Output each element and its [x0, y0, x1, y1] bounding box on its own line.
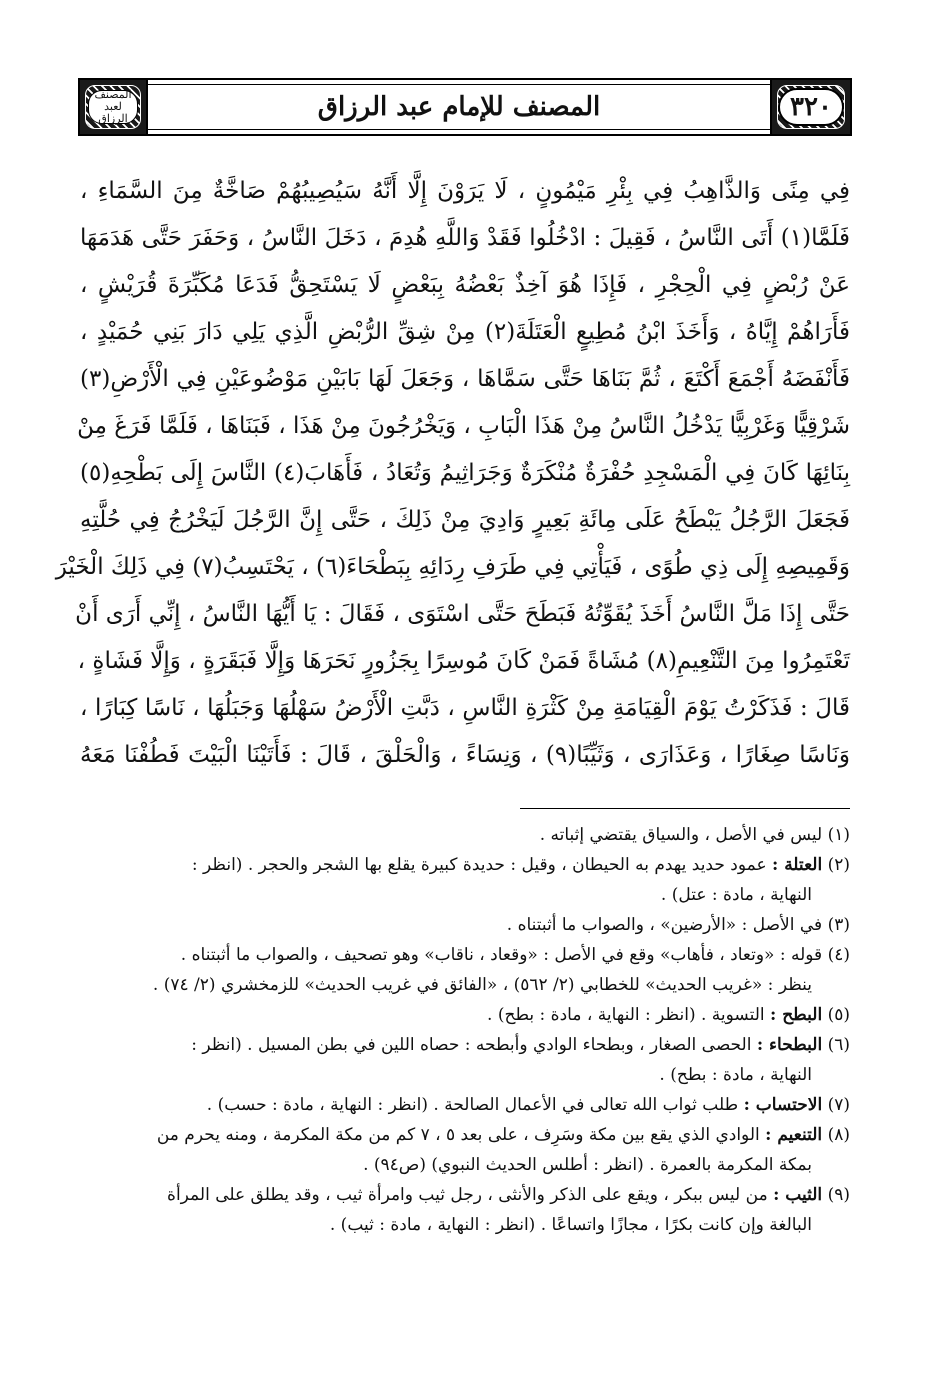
footnote-text: طلب ثواب الله تعالى في الأعمال الصالحة . (انظر : النهاية ، مادة : حسب) .: [206, 1095, 739, 1115]
footnote-8: [80, 1120, 850, 1180]
footnote-number: (٦): [827, 1035, 850, 1055]
footnote-term: الثيب :: [773, 1185, 823, 1205]
footnote-text: التسوية . (انظر : النهاية ، مادة : بطح) .: [487, 1005, 765, 1025]
footnote-4: [80, 940, 850, 1000]
footnote-continuation: النهاية ، مادة : بطح) .: [659, 1065, 812, 1085]
footnote-text: في الأصل : «الأرضين» ، والصواب ما أثبتناه .: [506, 915, 823, 935]
footnote-3: [80, 910, 850, 940]
footnote-number: (٢): [827, 855, 850, 875]
footnote-number: (٩): [827, 1185, 850, 1205]
footnote-term: البطح :: [770, 1005, 823, 1025]
footnote-number: (١): [827, 825, 850, 845]
text-line: شَرْقِيًّا وَغَرْبِيًّا يَدْخُلُ النَّاسُ مِنْ هَذَا الْبَابِ ، وَيَخْرُجُونَ مِنْ هَذَا ، فَبَنَاهَا ، فَلَمَّا فَرَغَ مِنْ: [77, 413, 850, 439]
footnote-number: (٣): [827, 915, 850, 935]
footnote-term: التنعيم :: [765, 1125, 823, 1145]
text-line: عَنْ رُبْضٍ فِي الْحِجْرِ ، فَإِذَا هُوَ آخِذٌ بَعْضُهُ بِبَعْضٍ لَا يَسْتَحِقُّ فَدَعَا مُكَبِّرَةَ قُرَيْشٍ ،: [80, 272, 850, 298]
footnote-number: (٤): [827, 945, 850, 965]
header-page-number-ornament: [770, 78, 852, 136]
text-line: وَقَمِيصِهِ إِلَى ذِي طُوًى ، فَيَأْتِي فِي طَرَفِ رِدَائِهِ بِبَطْحَاءَ(٦) ، يَحْتَسِبُ(٧) فِي ذَلِكَ الْخَيْرَ: [55, 554, 850, 580]
footnote-5: [80, 1000, 850, 1030]
footnote-term: العتلة :: [772, 855, 823, 875]
text-line: بِنَائِهَا كَانَ فِي الْمَسْجِدِ حُفْرَةٌ مُنْكَرَةٌ وَجَرَاثِيمُ وَتُعَادُ ، فَأَهَابَ(٤) النَّاسَ إِلَى بَطْحِهِ(٥): [80, 460, 850, 486]
footnote-separator: [520, 808, 850, 809]
book-title: المصنف للإمام عبد الرزاق: [317, 92, 601, 122]
header-title-band: [148, 78, 770, 136]
footnote-text: عمود حديد يهدم به الحيطان ، وقيل : حديدة كبيرة يقلع بها الشجر والحجر . (انظر :: [191, 855, 767, 875]
text-line: فَجَعَلَ الرَّجُلُ يَبْطَحُ عَلَى مِائَةِ بَعِيرٍ وَادِيَ مِنْ ذَلِكَ ، حَتَّى إِنَّ الرَّجُلَ لَيَخْرُجُ فِي حُلَّتِهِ: [80, 507, 850, 533]
footnote-text: ليس في الأصل ، والسياق يقتضي إثباته .: [539, 825, 823, 845]
footnote-number: (٧): [827, 1095, 850, 1115]
footnote-text: الحصى الصغار ، وبطحاء الوادي وأبطحه : حصاه اللين في بطن المسيل . (انظر :: [191, 1035, 752, 1055]
footnote-1: [80, 820, 850, 850]
footnote-continuation: النهاية ، مادة : عتل) .: [660, 885, 812, 905]
logo-text-line2: لعبد الرزاق: [98, 99, 128, 126]
logo-text-line1: المصنف: [94, 87, 132, 101]
footnote-continuation: بمكة المكرمة بالعمرة . (انظر : أطلس الحديث النبوي) (ص٩٤) .: [363, 1155, 812, 1175]
footnote-2: [80, 850, 850, 910]
footnote-term: البطحاء :: [756, 1035, 823, 1055]
header-logo: [88, 87, 138, 126]
text-line: حَتَّى إِذَا مَلَّ النَّاسُ أَخَذَ يُقَوِّتُهُ فَبَطَحَ حَتَّى اسْتَوَى ، فَقَالَ : يَا أَيُّهَا النَّاسُ ، إِنِّي أَرَى أَنْ: [75, 601, 850, 627]
page-header: [78, 78, 852, 136]
text-line: وَنَاسًا صِغَارًا ، وَعَذَارَى ، وَثَيِّبًا(٩) ، وَنِسَاءً ، وَالْحَلْقَ ، قَالَ : فَأَتَيْنَا الْبَيْتَ فَطُفْنَا مَعَهُ: [80, 742, 850, 768]
text-line: فَأَنْفَضَهُ أَجْمَعَ أَكْتَعَ ، ثُمَّ بَنَاهَا حَتَّى سَمَّاهَا ، وَجَعَلَ لَهَا بَابَيْنِ مَوْضُوعَيْنِ فِي الْأَرْضِ(٣): [80, 366, 850, 392]
text-line: فَأَرَاهُمْ إِيَّاهُ ، وَأَخَذَ ابْنُ مُطِيعٍ الْعَتَلَةَ(٢) مِنْ شِقِّ الرُّبْضِ الَّذِي يَلِي دَارَ بَنِي حُمَيْدٍ ،: [80, 319, 850, 345]
footnote-number: (٥): [827, 1005, 850, 1025]
footnote-text: الوادي الذي يقع بين مكة وسَرِف ، على بعد ٥ ، ٧ كم من مكة المكرمة ، ومنه يحرم من: [156, 1125, 760, 1145]
footnote-continuation: ينظر : «غريب الحديث» للخطابي (٢/ ٥٦٢) ، «الفائق في غريب الحديث» للزمخشري (٢/ ٧٤) .: [152, 975, 812, 995]
main-text-body: [55, 168, 850, 779]
footnote-7: [80, 1090, 850, 1120]
text-line: قَالَ : فَذَكَرْتُ يَوْمَ الْقِيَامَةِ مِنْ كَثْرَةِ النَّاسِ ، دَبَّتِ الْأَرْضُ سَهْلُهَا وَجَبَلُهَا ، نَاسًا كِبَارًا ،: [80, 695, 850, 721]
text-line: فِي مِنًى وَالذَّاهِبُ فِي بِئْرِ مَيْمُونٍ ، لَا يَرَوْنَ إِلَّا أَنَّهُ سَيُصِيبُهُمْ صَاخَّةٌ مِنَ السَّمَاءِ ،: [80, 178, 850, 204]
footnote-6: [80, 1030, 850, 1090]
footnote-number: (٨): [827, 1125, 850, 1145]
footnote-9: [80, 1180, 850, 1240]
text-line: تَعْتَمِرُوا مِنَ التَّنْعِيمِ(٨) مُشَاةً فَمَنْ كَانَ مُوسِرًا بِجَزُورٍ نَحَرَهَا وَإِلَّا فَبَقَرَةٍ ، وَإِلَّا فَشَاةٍ ،: [77, 648, 850, 674]
footnote-term: الاحتساب :: [743, 1095, 823, 1115]
header-logo-ornament: [78, 78, 148, 136]
footnote-text: قوله : «وتعاد ، فأهاب» وقع في الأصل : «وقعاد ، ناقاب» وهو تصحيف ، والصواب ما أثبتناه .: [180, 945, 823, 965]
footnote-continuation: البالغة وإن كانت بكرًا ، مجازًا واتساعًا . (انظر : النهاية ، مادة : ثيب) .: [329, 1215, 812, 1235]
page-number: ٣٢٠: [778, 88, 844, 126]
footnote-text: من ليس ببكر ، ويقع على الذكر والأنثى ، رجل ثيب وامرأة ثيب ، وقد يطلق على المرأة: [167, 1185, 768, 1205]
footnotes: [80, 820, 850, 1240]
text-line: فَلَمَّا(١) أَتَى النَّاسُ ، فَقِيلَ : ادْخُلُوا فَقَدْ وَاللَّهِ هُدِمَ ، دَخَلَ النَّاسُ ، وَحَفَرَ حَتَّى هَدَمَهَا: [80, 225, 850, 251]
